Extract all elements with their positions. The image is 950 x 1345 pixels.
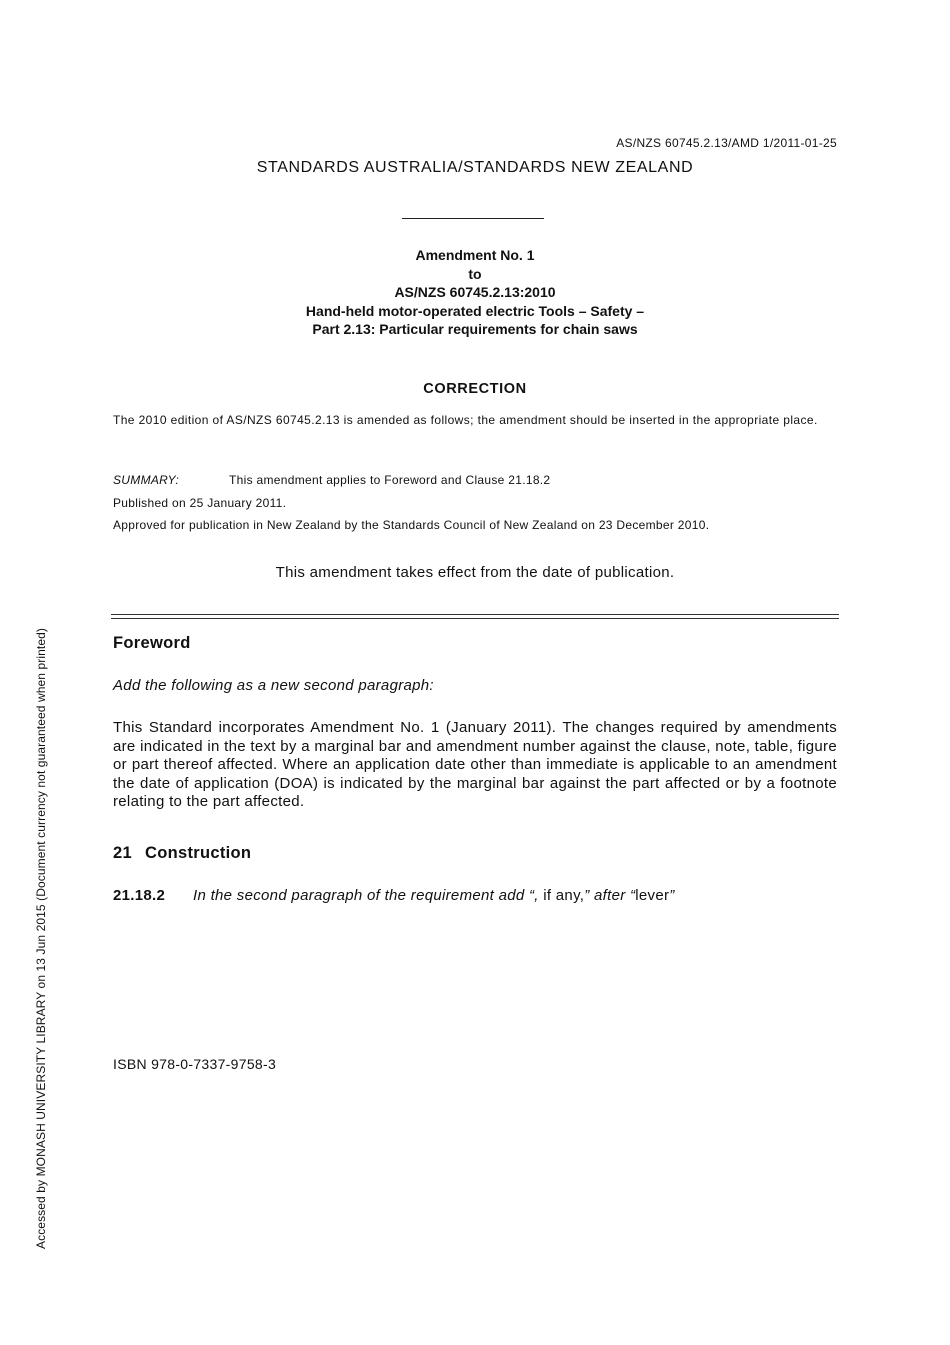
clause-text-plain: if any,: [538, 887, 585, 904]
isbn: ISBN 978-0-7337-9758-3: [113, 1056, 277, 1072]
summary-label: SUMMARY:: [113, 473, 180, 487]
title-line-2: to: [468, 265, 482, 282]
organization-name: STANDARDS AUSTRALIA/STANDARDS NEW ZEALAND: [256, 159, 694, 176]
clause-21-18-2: [113, 887, 675, 904]
title-divider: [402, 218, 544, 219]
clause-text-italic-3: ”: [669, 887, 675, 904]
section-number: 21: [113, 844, 132, 862]
effect-statement: This amendment takes effect from the date of publication.: [275, 564, 675, 581]
clause-text-italic: In the second paragraph of the requirement add “,: [193, 887, 539, 904]
section-divider: [111, 614, 839, 619]
summary-text: This amendment applies to Foreword and Clause 21.18.2: [229, 473, 551, 487]
clause-number: 21.18.2: [113, 887, 166, 904]
section-title: Construction: [145, 844, 252, 862]
title-line-1: Amendment No. 1: [415, 247, 535, 263]
title-line-5: Part 2.13: Particular requirements for chain saws: [312, 321, 638, 337]
clause-text-plain-2: lever: [635, 887, 670, 904]
foreword-heading: Foreword: [113, 634, 191, 652]
access-watermark: Accessed by MONASH UNIVERSITY LIBRARY on 13 Jun 2015 (Document currency not guaranteed when printed): [34, 628, 48, 1249]
construction-heading: [113, 844, 251, 863]
foreword-paragraph: This Standard incorporates Amendment No. 1 (January 2011). The changes required by amendments are indicated in the text by a marginal bar and amendment number against the clause, note, table, figure or part thereof affected. Where an application date other than immediate is applicable to an amendment the date of application (DOA) is indicated by the marginal bar against the part affected or by a footnote relating to the part affected.: [113, 719, 837, 810]
correction-heading: CORRECTION: [423, 381, 527, 397]
document-id: AS/NZS 60745.2.13/AMD 1/2011-01-25: [616, 136, 837, 150]
published-date: Published on 25 January 2011.: [113, 496, 287, 510]
title-line-3: AS/NZS 60745.2.13:2010: [394, 284, 556, 300]
approval-note: Approved for publication in New Zealand by the Standards Council of New Zealand on 23 December 2010.: [113, 518, 710, 532]
clause-text-italic-2: ” after “: [584, 887, 636, 904]
title-line-4: Hand-held motor-operated electric Tools – Safety –: [305, 302, 645, 319]
foreword-instruction: Add the following as a new second paragraph:: [113, 677, 434, 694]
amendment-title: [0, 246, 950, 339]
intro-paragraph: The 2010 edition of AS/NZS 60745.2.13 is amended as follows; the amendment should be inserted in the appropriate place.: [113, 413, 818, 427]
summary-row: [113, 473, 550, 487]
